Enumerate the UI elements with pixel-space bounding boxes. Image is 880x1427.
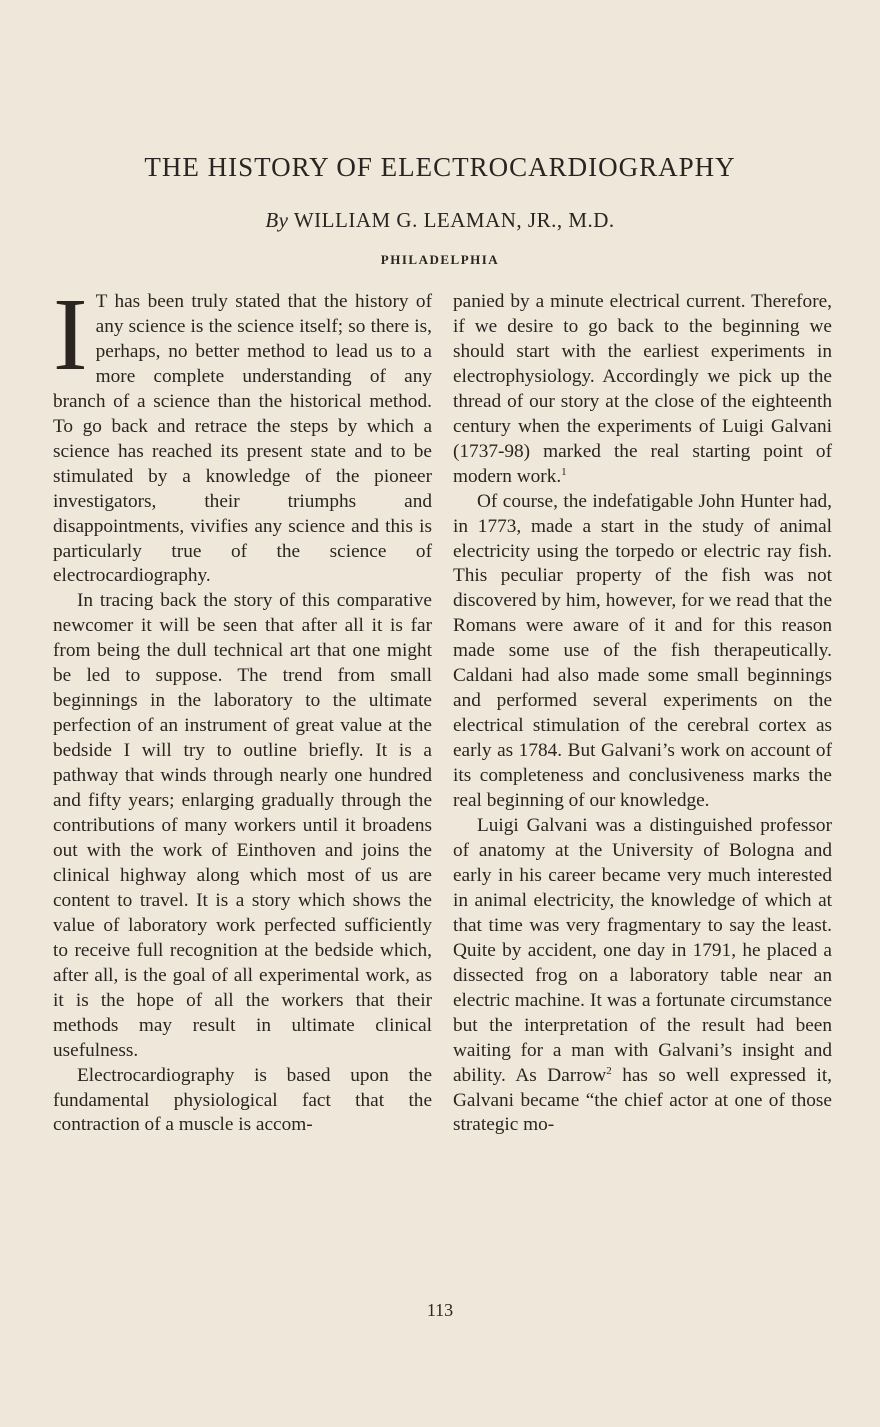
by-prefix: By bbox=[265, 208, 289, 232]
paragraph: In tracing back the story of this comparative newcomer it will be seen that after all it is far from being the dull technical art that one might be led to suppose. The trend from small beginnings in the laboratory to the ultimate perfection of an instrument of great value at the bedside I will try to outline briefly. It is a pathway that winds through nearly one hundred and fifty years; enlarging gradually through the contributions of many workers until it broadens out with the work of Einthoven and joins the clinical highway along which most of us are content to travel. It is a story which shows the value of laboratory work perfected sufficiently to receive full recognition at the bedside which, after all, is the goal of all experimental work, as it is the hope of all the workers that their methods may result in ultimate clinical usefulness. bbox=[53, 590, 432, 1061]
author-name: WILLIAM G. LEAMAN, JR., M.D. bbox=[293, 208, 615, 232]
article-title: THE HISTORY OF ELECTROCARDIOGRAPHY bbox=[144, 152, 736, 182]
footnote-ref[interactable]: 1 bbox=[561, 465, 567, 478]
right-column bbox=[453, 290, 832, 1138]
drop-cap: I bbox=[53, 277, 88, 392]
byline bbox=[0, 208, 880, 233]
page-number: 113 bbox=[426, 1300, 454, 1320]
paragraph bbox=[453, 814, 832, 1138]
left-column bbox=[53, 277, 432, 1138]
paragraph: Electrocardiography is based upon the fundamental physiological fact that the contraction of a muscle is accom- bbox=[53, 1064, 432, 1136]
paragraph-text: Luigi Galvani was a distinguished professor of anatomy at the University of Bologna and early in his career became very much interested in animal electricity, the knowledge of which at that time was very fragmentary to say the least. Quite by accident, one day in 1791, he placed a dissected frog on a laboratory table near an electric machine. It was a fortunate circumstance but the interpretation of the result had been waiting for a man with Galvani’s insight and ability. As Darrow bbox=[453, 815, 832, 1086]
paragraph bbox=[453, 290, 832, 490]
paragraph bbox=[53, 277, 432, 589]
author-location: PHILADELPHIA bbox=[380, 252, 500, 267]
paragraph: Of course, the indefatigable John Hunter had, in 1773, made a start in the study of animal electricity using the torpedo or electric ray fish. This peculiar property of the fish was not discovered by him, however, for we read that the Romans were aware of it and for this reason made some use of the fish therapeutically. Caldani had also made some small beginnings and performed several experiments on the electrical stimulation of the cerebral cortex as early as 1784. But Galvani’s work on account of its completeness and conclusiveness marks the real beginning of our knowledge. bbox=[453, 490, 832, 812]
paragraph-text: has so well expressed it, Galvani became “the chief actor at one of those strategic mo- bbox=[453, 1064, 833, 1136]
paragraph-text: panied by a minute electrical current. Therefore, if we desire to go back to the beginning we should start with the earliest experiments in electrophysiology. Accordingly we pick up the thread of our story at the close of the eighteenth century when the experiments of Luigi Galvani (1737-98) marked the real starting point of modern work. bbox=[453, 291, 832, 487]
paragraph-text: T has been truly stated that the history of any science is the science itself; so there is, perhaps, no better method to lead us to a more complete understanding of any branch of a science than the historical method. To go back and retrace the steps by which a science has reached its present state and to be stimulated by a knowledge of the pioneer investigators, their triumphs and disappointments, vivifies any science and this is particularly true of the science of electrocardiography. bbox=[53, 291, 432, 587]
footnote-ref[interactable]: 2 bbox=[606, 1064, 612, 1077]
